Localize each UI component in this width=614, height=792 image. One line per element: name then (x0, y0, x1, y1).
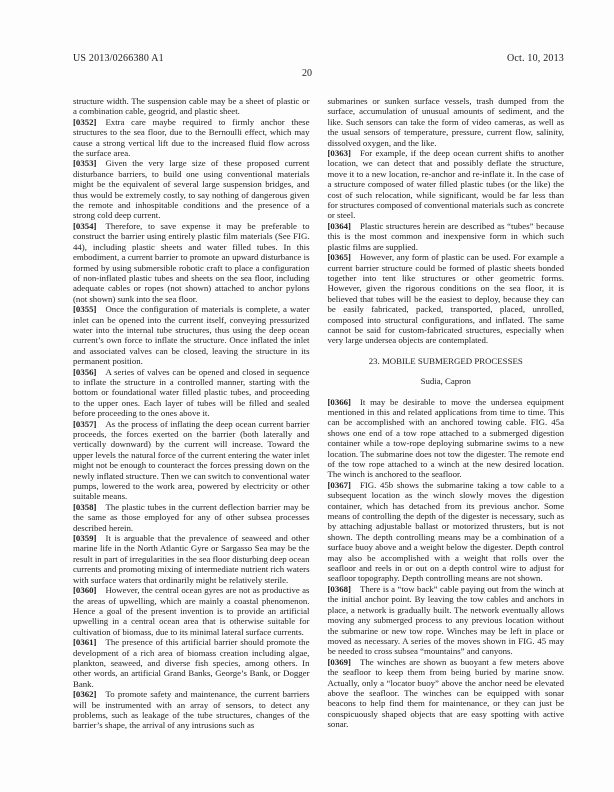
paragraph-number: [0362] (73, 689, 97, 700)
paragraph: [0366] It may be desirable to move the undersea equipment mentioned in this and related applications from time to time. This can be accomplished with an anchored towing cable. FIG. 45a shows one end of a tow rope attached to a submerged digestion container while a tow-rope deploying submarine swims to a new location. The submarine does not tow the digester. The remote end of the tow rope attached to a winch at the new desired location. The winch is anchored to the seafloor. (327, 396, 564, 480)
paragraph-number: [0360] (73, 585, 97, 596)
paragraph: [0358] The plastic tubes in the current deflection barrier may be the same as those employed for any of other subsea processes described herein. (73, 501, 310, 533)
paragraph: [0362] To promote safety and maintenance, the current barriers will be instrumented with an array of sensors, to detect any problems, such as leakage of the tube structures, changes of the barrier’s shape, the arrival of any intrusions such as (73, 689, 310, 731)
paragraph: [0361] The presence of this artificial barrier should promote the development of a rich area of biomass creation including algae, plankton, seaweed, and diverse fish species, among others. In other words, an artificial Grand Banks, George’s Bank, or Dogger Bank. (73, 637, 310, 689)
paragraph: [0356] A series of valves can be opened and closed in sequence to inflate the structure in a controlled manner, starting with the bottom or foundational water filled plastic tubes, and proceeding to the upper ones. Each layer of tubes will be filled and sealed before proceeding to the ones above it. (73, 366, 310, 419)
paragraph-number: [0355] (73, 304, 97, 315)
publication-number: US 2013/0266380 A1 (73, 53, 164, 64)
paragraph-number: [0364] (327, 220, 351, 231)
paragraph-number: [0356] (73, 366, 97, 377)
paragraph: [0353] Given the very large size of these proposed current disturbance barriers, to build one using conventional materials might be the equivalent of several large suspension bridges, and thus would be extremely costly, to say nothing of dangerous given the remote and inhospitable conditions and the presence of a strong cold deep current. (73, 158, 310, 221)
paragraph: [0355] Once the configuration of materials is complete, a water inlet can be opened into the current itself, conveying pressurized water into the internal tube structures, thus using the deep ocean current’s own force to inflate the structure. Once inflated the inlet and associated valves can be closed, leaving the structure in its permanent position. (73, 304, 310, 367)
paragraph-continuation: structure width. The suspension cable may be a sheet of plastic or a combination cable, geogrid, and plastic sheet. (73, 96, 310, 117)
paragraph: [0367] FIG. 45b shows the submarine taking a tow cable to a subsequent location as the winch slowly moves the digestion container, which has detached from its previous anchor. Some means of controlling the depth of the digester is necessary, such as by attaching adjustable ballast or motorized thrusters, but is not shown. The depth controlling means may be a combination of a surface buoy above and a weight below the digester. Depth control may also be accomplished with a weight that rolls over the seafloor and reels in or out on a depth control wire to adjust for seafloor topography. Depth controlling means are not shown. (327, 479, 564, 584)
paragraph-continuation: submarines or sunken surface vessels, trash dumped from the surface, accumulation of unusual amounts of sediment, and the like. Such sensors can take the form of video cameras, as well as the usual sensors of temperature, pressure, current flow, salinity, dissolved oxygen, and the like. (327, 96, 564, 148)
paragraph: [0369] The winches are shown as buoyant a few meters above the seafloor to keep them from being buried by marine snow. Actually, only a “locator buoy” above the anchor need be elevated above the seafloor. The winches can be equipped with sonar beacons to help find them for maintenance, or they can just be conspicuously shaped objects that are easy spotting with active sonar. (327, 656, 564, 730)
paragraph-number: [0367] (327, 479, 351, 490)
paragraph: [0365] However, any form of plastic can be used. For example a current barrier structure could be formed of plastic sheets bonded together into tent like structures or other geometric forms. However, given the rigorous conditions on the sea floor, it is believed that tubes will be the easiest to deploy, because they can be easily fabricated, packed, transported, placed, unrolled, composed into structural configurations, and inflated. The same cannot be said for custom-fabricated structures, especially when very large undersea objects are contemplated. (327, 252, 564, 346)
right-column (328, 96, 565, 731)
paragraph: [0352] Extra care maybe required to firmly anchor these structures to the sea floor, due to the Bernoulli effect, which may cause a strong vertical lift due to the increased fluid flow across the surface area. (73, 116, 310, 159)
paragraph: [0360] However, the central ocean gyres are not as productive as the areas of upwelling, which are mainly a coastal phenomenon. Hence a goal of the present invention is to provide an artificial upwelling in a central ocean area that is otherwise suitable for cultivation of biomass, due to its minimal lateral surface currents. (73, 585, 310, 637)
page-header (73, 53, 564, 64)
page-number: 20 (302, 68, 312, 79)
text-columns (73, 96, 564, 731)
paragraph: [0357] As the process of inflating the deep ocean current barrier proceeds, the forces exerted on the barrier (both laterally and vertically downward) by the current will increase. Toward the upper levels the natural force of the current entering the water inlet might not be enough to counteract the forces pressing down on the newly inflated structure. Then we can switch to conventional water pumps, lowered to the work area, powered by electricity or other suitable means. (73, 418, 310, 502)
paragraph-number: [0353] (73, 158, 97, 169)
paragraph-number: [0357] (73, 418, 97, 429)
left-column (73, 96, 310, 731)
paragraph-number: [0359] (73, 533, 97, 544)
section-byline: Sudia, Capron (420, 376, 471, 387)
section-heading: 23. MOBILE SUBMERGED PROCESSES (368, 355, 523, 366)
paragraph: [0354] Therefore, to save expense it may be preferable to construct the barrier using entirely plastic film materials (See FIG. 44), including plastic sheets and water filled tubes. In this embodiment, a current barrier to promote an upward disturbance is formed by using submersible robotic craft to place a configuration of non-inflated plastic tubes and sheets on the sea floor, including adequate cables or ropes (not shown) attached to anchor pylons (not shown) sunk into the sea floor. (73, 220, 310, 304)
publication-date: Oct. 10, 2013 (506, 53, 564, 64)
paragraph-number: [0352] (73, 116, 97, 127)
paragraph: [0364] Plastic structures herein are described as “tubes” because this is the most common and inexpensive form in which such plastic films are supplied. (327, 220, 564, 252)
paragraph-number: [0368] (327, 583, 351, 594)
paragraph-number: [0365] (327, 252, 351, 263)
paragraph-number: [0366] (327, 396, 351, 407)
paragraph-number: [0369] (327, 656, 351, 667)
paragraph: [0363] For example, if the deep ocean current shifts to another location, we can detect that and possibly deflate the structure, move it to a new location, re-anchor and re-inflate it. In the case of a structure composed of water filled plastic tubes (or the like) the cost of such relocation, while significant, would be far less than for structures composed of conventional materials such as concrete or steel. (327, 148, 564, 221)
paragraph-number: [0358] (73, 501, 97, 512)
paragraph: [0368] There is a “tow back” cable paying out from the winch at the initial anchor point. By leaving the tow cables and anchors in place, a network is gradually built. The network eventually allows moving any submerged process to any previous location without the submarine or new tow rope. Winches may be left in place or moved as necessary. A series of the moves shown in FIG. 45 may be needed to cross subsea “mountains” and canyons. (327, 583, 564, 657)
paragraph-number: [0361] (73, 637, 97, 648)
paragraph: [0359] It is arguable that the prevalence of seaweed and other marine life in the North Atlantic Gyre or Sargasso Sea may be the result in part of irregularities in the sea floor disturbing deep ocean currents and promoting mixing of intermediate nutrient rich waters with surface waters that ordinarily might be relatively sterile. (73, 533, 310, 585)
paragraph-number: [0363] (327, 148, 351, 159)
paragraph-number: [0354] (73, 220, 97, 231)
